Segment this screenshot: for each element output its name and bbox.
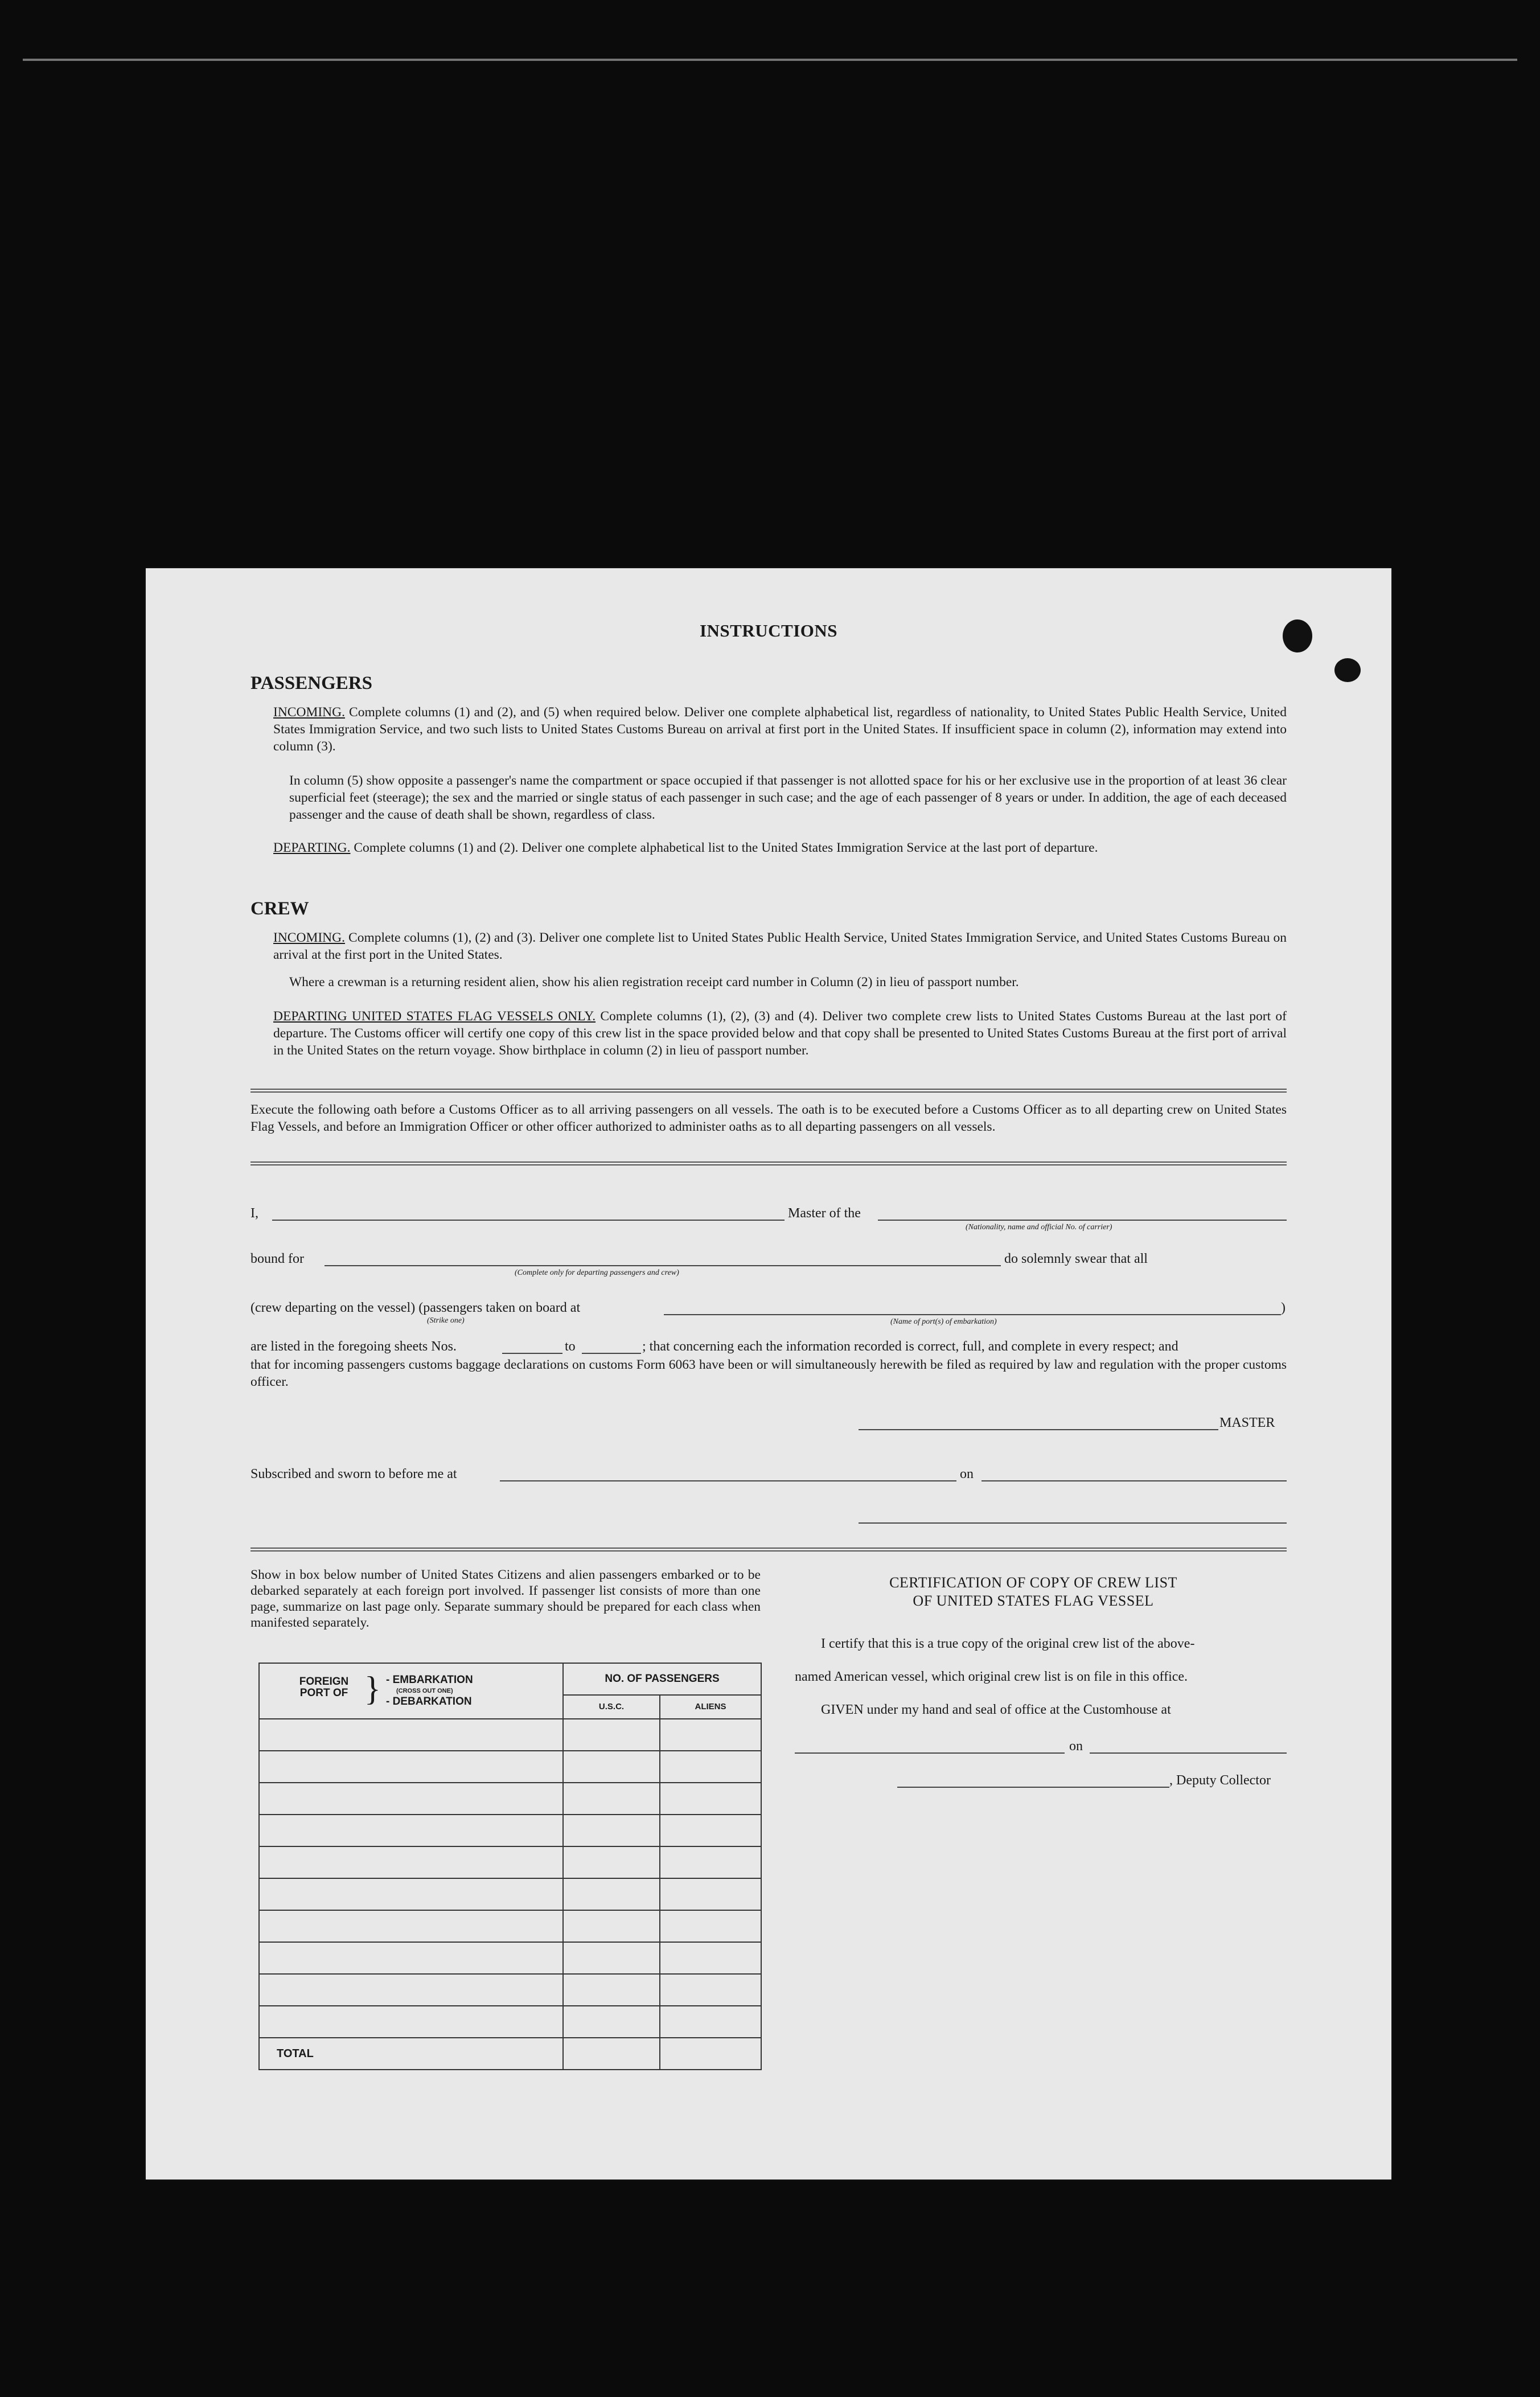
port-cell[interactable] — [259, 1719, 563, 1751]
port-cell[interactable] — [259, 2006, 563, 2038]
aliens-label: ALIENS — [695, 1702, 726, 1711]
oath-listed-b: ; that concerning each the information recorded is correct, full, and complete in every respect; and — [642, 1339, 1178, 1354]
crew-departing-label: DEPARTING UNITED STATES FLAG VESSELS ONLY. — [273, 1009, 596, 1024]
oath-crew-departing: (crew departing on the vessel) (passengers taken on board at — [250, 1300, 581, 1315]
usc-cell[interactable] — [563, 1815, 660, 1846]
total-usc-cell[interactable] — [563, 2038, 660, 2070]
certification-heading-1: CERTIFICATION OF COPY OF CREW LIST — [889, 1574, 1177, 1591]
debarkation-label: - DEBARKATION — [386, 1696, 472, 1708]
passengers-subheader — [564, 1696, 761, 1718]
passengers-departing-text: Complete columns (1) and (2). Deliver one complete alphabetical list to the United States Immigration Service at the last port of departure. — [350, 840, 1098, 855]
aliens-cell[interactable] — [660, 1910, 761, 1942]
port-cell[interactable] — [259, 1846, 563, 1878]
table-row — [259, 1878, 761, 1910]
oath-swear: do solemnly swear that all — [1004, 1251, 1148, 1266]
usc-cell[interactable] — [563, 1910, 660, 1942]
port-cell[interactable] — [259, 1783, 563, 1815]
crew-incoming-label: INCOMING. — [273, 930, 345, 945]
port-header-cell — [260, 1664, 562, 1718]
table-row — [259, 1783, 761, 1815]
aliens-cell[interactable] — [660, 1878, 761, 1910]
usc-cell[interactable] — [563, 1974, 660, 2006]
port-cell[interactable] — [259, 1974, 563, 2006]
bound-caption: (Complete only for departing passengers and crew) — [515, 1269, 679, 1277]
passengers-header — [563, 1663, 761, 1719]
embarkation-ports-line[interactable] — [664, 1314, 1281, 1315]
port-cell[interactable] — [259, 1910, 563, 1942]
divider — [250, 1089, 1287, 1093]
sheet-to-line[interactable] — [582, 1353, 641, 1354]
ink-blot — [1283, 619, 1312, 652]
usc-cell[interactable] — [563, 1942, 660, 1974]
oath-i: I, — [250, 1206, 258, 1221]
table-row — [259, 1942, 761, 1974]
oath-bound-for: bound for — [250, 1251, 304, 1266]
carrier-line[interactable] — [878, 1220, 1287, 1221]
certification-date-line[interactable] — [1090, 1752, 1287, 1754]
passengers-incoming — [273, 704, 1287, 755]
no-of-passengers-label: NO. OF PASSENGERS — [564, 1664, 761, 1696]
oath-listed-to: to — [565, 1339, 576, 1354]
cross-out-label: (CROSS OUT ONE) — [396, 1688, 453, 1694]
crew-incoming-text: Complete columns (1), (2) and (3). Deliver one complete list to United States Public Health Service, United States Immigration Service, and United States Customs Bureau on arrival at the first port in the United States. — [273, 930, 1287, 962]
table-row — [259, 1974, 761, 2006]
divider — [250, 1161, 1287, 1165]
aliens-cell[interactable] — [660, 1783, 761, 1815]
embarkation-label: - EMBARKATION — [386, 1674, 473, 1686]
foreign-port-of: FOREIGN PORT OF — [299, 1676, 349, 1699]
customhouse-line[interactable] — [795, 1752, 1065, 1754]
deputy-collector: , Deputy Collector — [1169, 1773, 1271, 1788]
certification-on: on — [1069, 1739, 1083, 1754]
ports-caption: (Name of port(s) of embarkation) — [890, 1317, 997, 1326]
usc-cell[interactable] — [563, 1783, 660, 1815]
port-header — [259, 1663, 563, 1719]
aliens-cell[interactable] — [660, 1815, 761, 1846]
usc-cell[interactable] — [563, 2006, 660, 2038]
usc-cell[interactable] — [563, 1751, 660, 1783]
aliens-cell[interactable] — [660, 1974, 761, 2006]
bound-for-line[interactable] — [325, 1265, 1001, 1266]
table-row — [259, 2006, 761, 2038]
summary-instructions: Show in box below number of United States Citizens and alien passengers embarked or to be debarked separately at each foreign port involved. If passenger list consists of more than one page, summarize on last page only. Separate summary should be prepared for each class when manifested separately. — [250, 1567, 761, 1630]
master-name-line[interactable] — [272, 1220, 785, 1221]
passengers-heading: PASSENGERS — [250, 673, 372, 693]
oath-on: on — [960, 1467, 974, 1481]
usc-cell[interactable] — [563, 1719, 660, 1751]
passengers-departing-label: DEPARTING. — [273, 840, 351, 855]
crew-heading: CREW — [250, 898, 309, 919]
document-page — [146, 568, 1391, 2180]
passengers-column5: In column (5) show opposite a passenger's name the compartment or space occupied if that passenger is not allotted space for his or her exclusive use in the proportion of at least 36 clear superficial feet (steerage); the sex and the married or single status of each passenger in such case; and the age of each passenger of 8 years or under. In addition, the age of each deceased passenger and the cause of death shall be shown, regardless of class. — [289, 773, 1287, 822]
sworn-date-line[interactable] — [982, 1480, 1287, 1481]
passengers-departing — [273, 839, 1287, 856]
crew-incoming — [273, 929, 1287, 963]
page-title: INSTRUCTIONS — [699, 621, 837, 641]
table-row — [259, 1751, 761, 1783]
certification-heading-2: OF UNITED STATES FLAG VESSEL — [913, 1592, 1154, 1609]
given-under-hand: GIVEN under my hand and seal of office at the Customhouse at — [821, 1702, 1171, 1717]
crew-resident-alien: Where a crewman is a returning resident alien, show his alien registration receipt card number in Column (2) in lieu of passport number. — [289, 975, 1019, 990]
certify-line-1: I certify that this is a true copy of the original crew list of the above- — [821, 1636, 1195, 1651]
usc-label: U.S.C. — [564, 1696, 660, 1718]
table-row — [259, 1846, 761, 1878]
total-label: TOTAL — [259, 2038, 563, 2070]
passengers-incoming-text: Complete columns (1) and (2), and (5) when required below. Deliver one complete alphabetical list, regardless of nationality, to United States Public Health Service, United States Immigration Service, and two such lists to United States Customs Bureau on arrival at first port in the United States. If insufficient space in column (2), information may extend into column (3). — [273, 705, 1287, 754]
deputy-signature-line[interactable] — [897, 1787, 1169, 1788]
table-row — [259, 1815, 761, 1846]
oath-intro: Execute the following oath before a Customs Officer as to all arriving passengers on all vessels. The oath is to be executed before a Customs Officer as to all departing crew on United States Flag Vessels, and before an Immigration Officer or other officer authorized to administer oaths as to all departing passengers on all vessels. — [250, 1102, 1287, 1134]
oath-listed-rest: that for incoming passengers customs baggage declarations on customs Form 6063 have been or will simultaneously herewith be filed as required by law and regulation with the proper customs officer. — [250, 1357, 1287, 1389]
film-edge-line — [23, 59, 1517, 61]
master-signature-line[interactable] — [859, 1429, 1218, 1430]
crew-departing — [273, 1008, 1287, 1059]
oath-master-of-the: Master of the — [788, 1206, 861, 1221]
oath-close-paren: ) — [1281, 1300, 1286, 1315]
passenger-summary-table — [258, 1663, 762, 2070]
crew-departing-text: Complete columns (1), (2), (3) and (4). Deliver two complete crew lists to United States Customs Bureau at the last port of departure. The Customs officer will certify one copy of this crew list in the space provided below and that copy shall be presented to United States Customs Bureau at the first port of arrival in the United States on the return voyage. Show birthplace in column (2) in lieu of passport number. — [273, 1009, 1287, 1058]
port-cell[interactable] — [259, 1815, 563, 1846]
brace-icon: } — [364, 1670, 381, 1708]
port-cell[interactable] — [259, 1878, 563, 1910]
aliens-cell[interactable] — [660, 1751, 761, 1783]
usc-cell[interactable] — [563, 1846, 660, 1878]
carrier-caption: (Nationality, name and official No. of carrier) — [966, 1223, 1112, 1232]
table-row — [259, 1719, 761, 1751]
total-aliens-cell[interactable] — [660, 2038, 761, 2070]
oath-subscribed: Subscribed and sworn to before me at — [250, 1467, 457, 1481]
oath-listed-a: are listed in the foregoing sheets Nos. — [250, 1339, 457, 1354]
total-row — [259, 2038, 761, 2070]
aliens-cell[interactable] — [660, 1846, 761, 1878]
sheet-from-line[interactable] — [502, 1353, 562, 1354]
divider — [250, 1548, 1287, 1552]
ink-blot — [1334, 658, 1361, 682]
aliens-cell[interactable] — [660, 2006, 761, 2038]
certify-line-2: named American vessel, which original crew list is on file in this office. — [795, 1669, 1188, 1684]
table-row — [259, 1910, 761, 1942]
port-cell[interactable] — [259, 1942, 563, 1974]
officer-signature-line[interactable] — [859, 1522, 1287, 1524]
sworn-place-line[interactable] — [500, 1480, 956, 1481]
aliens-cell[interactable] — [660, 1942, 761, 1974]
port-cell[interactable] — [259, 1751, 563, 1783]
aliens-cell[interactable] — [660, 1719, 761, 1751]
passengers-incoming-label: INCOMING. — [273, 705, 345, 720]
usc-cell[interactable] — [563, 1878, 660, 1910]
strike-one-caption: (Strike one) — [427, 1316, 465, 1325]
certification-heading — [780, 1574, 1287, 1610]
oath-master: MASTER — [1219, 1415, 1275, 1430]
